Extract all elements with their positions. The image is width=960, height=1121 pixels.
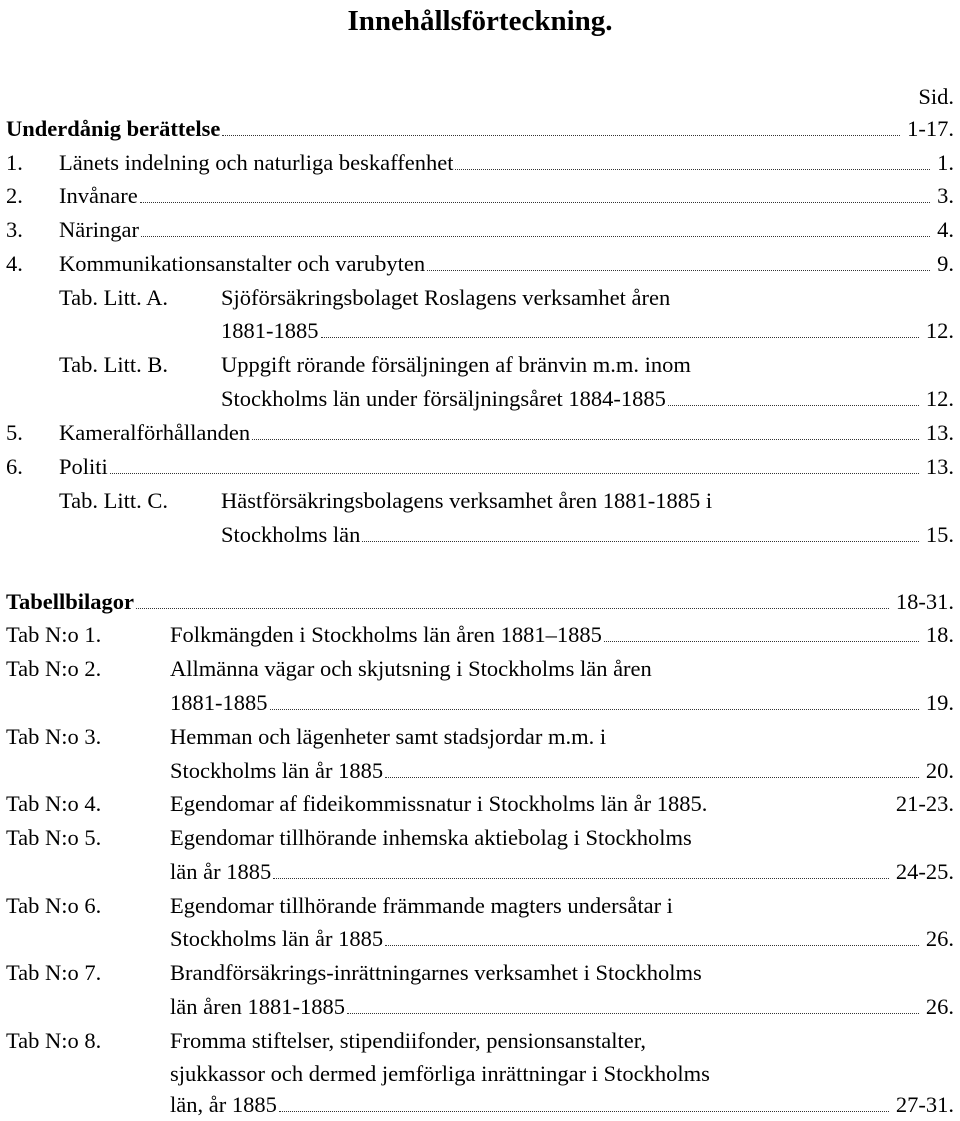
leader-dots	[273, 877, 889, 879]
toc-entry-3[interactable]	[6, 213, 954, 246]
toc-entry-tab-litt-c-cont[interactable]	[221, 518, 954, 551]
toc-entry-tab-2[interactable]	[6, 652, 954, 685]
toc-page-number: 12.	[925, 318, 954, 343]
toc-entry-label-cont: län år 1885	[170, 859, 272, 884]
toc-entry-label-cont: 1881-1885	[170, 690, 268, 715]
toc-page-number: 9.	[937, 251, 954, 276]
toc-entry-tab-8-cont2[interactable]	[170, 1088, 954, 1121]
toc-entry-label: Näringar	[59, 217, 139, 242]
toc-page-number: 12.	[925, 386, 954, 411]
leader-dots	[140, 201, 930, 203]
toc-page-number: 18.	[925, 622, 954, 647]
toc-entry-1[interactable]	[6, 146, 954, 179]
toc-entry-number: Tab. Litt. A.	[59, 285, 169, 310]
leader-dots	[668, 404, 919, 406]
toc-entry-label: Egendomar tillhörande inhemska aktiebolag i Stockholms	[170, 825, 692, 850]
toc-page-number: 1.	[937, 150, 954, 175]
toc-entry-label: Länets indelning och naturliga beskaffenhet	[59, 150, 454, 175]
leader-dots	[347, 1012, 919, 1014]
toc-entry-tab-2-cont[interactable]	[170, 686, 954, 719]
leader-dots	[252, 438, 919, 440]
toc-page-number: 13.	[925, 454, 954, 479]
toc-entry-label: Egendomar af fideikommissnatur i Stockholms län år 1885.	[170, 791, 708, 816]
toc-entry-number: Tab N:o 4.	[6, 791, 102, 816]
toc-entry-label: Sjöförsäkringsbolaget Roslagens verksamhet åren	[221, 285, 671, 310]
toc-entry-tab-3-cont[interactable]	[170, 754, 954, 787]
toc-page-number: 20.	[925, 758, 954, 783]
leader-dots	[604, 640, 919, 642]
toc-entry-label: Fromma stiftelser, stipendiifonder, pensionsanstalter,	[170, 1028, 646, 1053]
page-title: Innehållsförteckning.	[347, 5, 613, 37]
toc-entry-tab-7-cont[interactable]	[170, 990, 954, 1023]
leader-dots	[362, 540, 919, 542]
toc-heading-label: Underdånig berättelse	[6, 116, 221, 141]
toc-entry-label-cont: Stockholms län år 1885	[170, 758, 384, 783]
toc-entry-label: Kameralförhållanden	[59, 420, 251, 445]
toc-page-number: 4.	[937, 217, 954, 242]
page-column-header: Sid.	[918, 84, 954, 109]
toc-heading-underdanig[interactable]	[6, 112, 954, 145]
toc-entry-number: Tab N:o 8.	[6, 1028, 102, 1053]
toc-entry-tab-8-cont[interactable]	[170, 1057, 954, 1090]
leader-dots	[385, 944, 919, 946]
toc-entry-6[interactable]	[6, 450, 954, 483]
toc-entry-tab-7[interactable]	[6, 956, 954, 989]
toc-heading-tabellbilagor[interactable]	[6, 585, 954, 618]
toc-entry-5[interactable]	[6, 416, 954, 449]
toc-page-number: 27-31.	[895, 1092, 954, 1117]
leader-dots	[321, 336, 919, 338]
toc-page-number: 3.	[937, 183, 954, 208]
toc-page-number: 26.	[925, 926, 954, 951]
toc-entry-tab-5[interactable]	[6, 821, 954, 854]
toc-entry-label: Allmänna vägar och skjutsning i Stockholms län åren	[170, 656, 652, 681]
toc-entry-tab-6[interactable]	[6, 889, 954, 922]
toc-entry-label: Brandförsäkrings-inrättningarnes verksamhet i Stockholms	[170, 960, 702, 985]
toc-entry-number: 5.	[6, 420, 23, 445]
toc-entry-label-cont: Stockholms län	[221, 522, 361, 547]
toc-entry-tab-litt-c[interactable]	[59, 484, 954, 517]
toc-entry-label-cont: län åren 1881-1885	[170, 994, 345, 1019]
toc-entry-tab-3[interactable]	[6, 720, 954, 753]
toc-entry-2[interactable]	[6, 179, 954, 212]
toc-entry-label-cont: sjukkassor och dermed jemförliga inrättningar i Stockholms	[170, 1061, 710, 1086]
leader-dots	[385, 776, 919, 778]
toc-entry-label: Folkmängden i Stockholms län åren 1881–1885	[170, 622, 602, 647]
toc-entry-tab-1[interactable]	[6, 618, 954, 651]
leader-dots	[222, 134, 900, 136]
leader-dots	[136, 607, 889, 609]
toc-entry-label: Hästförsäkringsbolagens verksamhet åren 1881-1885 i	[221, 488, 713, 513]
toc-entry-tab-5-cont[interactable]	[170, 855, 954, 888]
toc-entry-tab-litt-a-cont[interactable]	[221, 314, 954, 347]
toc-entry-number: 3.	[6, 217, 23, 242]
toc-entry-number: Tab N:o 6.	[6, 893, 102, 918]
toc-page-number: 26.	[925, 994, 954, 1019]
toc-entry-number: Tab N:o 5.	[6, 825, 102, 850]
leader-dots	[279, 1110, 889, 1112]
toc-entry-tab-litt-b[interactable]	[59, 348, 954, 381]
toc-entry-tab-6-cont[interactable]	[170, 922, 954, 955]
toc-entry-label: Invånare	[59, 183, 138, 208]
toc-heading-label: Tabellbilagor	[6, 589, 134, 614]
toc-entry-label-cont: län, år 1885	[170, 1092, 277, 1117]
toc-page-number: 1-17.	[907, 116, 954, 141]
toc-entry-number: Tab. Litt. B.	[59, 352, 169, 377]
toc-page-number: 24-25.	[895, 859, 954, 884]
toc-page-number: 21-23.	[895, 791, 954, 816]
toc-entry-number: 1.	[6, 150, 23, 175]
toc-page-number: 15.	[925, 522, 954, 547]
toc-page-number: 13.	[925, 420, 954, 445]
toc-page-number: 19.	[925, 690, 954, 715]
leader-dots	[427, 269, 930, 271]
toc-entry-label: Uppgift rörande försäljningen af bränvin m.m. inom	[221, 352, 691, 377]
toc-entry-label: Egendomar tillhörande främmande magters undersåtar i	[170, 893, 673, 918]
toc-entry-tab-litt-a[interactable]	[59, 281, 954, 314]
toc-entry-number: 6.	[6, 454, 23, 479]
toc-entry-label-cont: Stockholms län under försäljningsåret 1884-1885	[221, 386, 666, 411]
leader-dots	[270, 708, 919, 710]
toc-entry-number: 4.	[6, 251, 23, 276]
toc-entry-number: Tab N:o 2.	[6, 656, 102, 681]
toc-entry-4[interactable]	[6, 247, 954, 280]
leader-dots	[110, 472, 919, 474]
toc-entry-number: 2.	[6, 183, 23, 208]
toc-page-number: 18-31.	[895, 589, 954, 614]
toc-entry-label-cont: Stockholms län år 1885	[170, 926, 384, 951]
toc-entry-label-cont: 1881-1885	[221, 318, 319, 343]
toc-entry-tab-8[interactable]	[6, 1024, 954, 1057]
toc-entry-number: Tab. Litt. C.	[59, 488, 169, 513]
toc-entry-tab-4[interactable]	[6, 787, 954, 820]
toc-entry-number: Tab N:o 1.	[6, 622, 102, 647]
toc-entry-number: Tab N:o 3.	[6, 724, 102, 749]
toc-entry-label: Kommunikationsanstalter och varubyten	[59, 251, 426, 276]
leader-dots	[141, 235, 930, 237]
leader-dots	[455, 168, 930, 170]
toc-entry-tab-litt-b-cont[interactable]	[221, 382, 954, 415]
toc-entry-label: Hemman och lägenheter samt stadsjordar m.m. i	[170, 724, 607, 749]
toc-entry-number: Tab N:o 7.	[6, 960, 102, 985]
toc-entry-label: Politi	[59, 454, 108, 479]
